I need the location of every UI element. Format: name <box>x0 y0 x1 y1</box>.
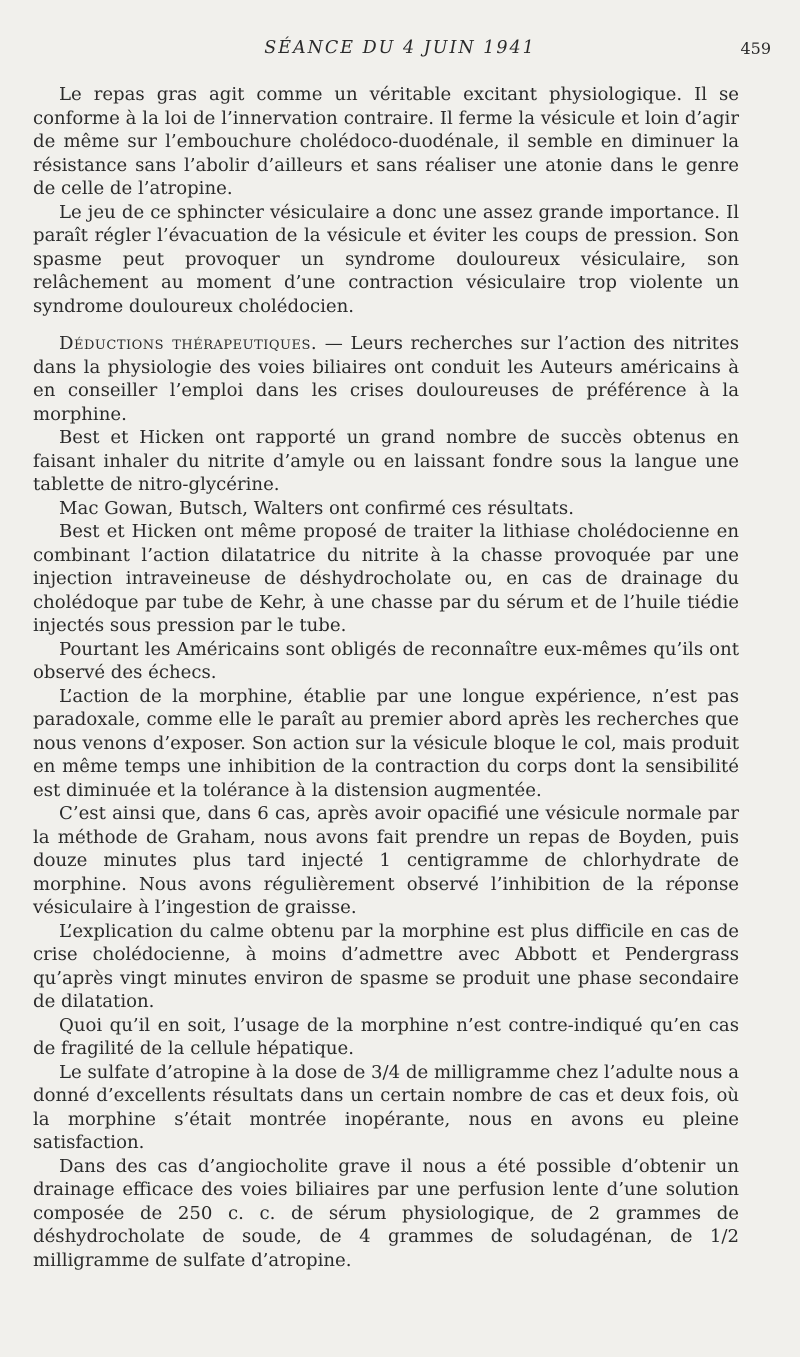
paragraph: Le repas gras agit comme un véritable excitant physiologique. Il se conforme à la loi de l’innervation contraire. Il ferme la vésicule et loin d’agir de même sur l’embouchure cholédoco-duodénale, il semble en diminuer la résistance sans l’abolir d’ailleurs et sans réaliser une atonie dans le genre de celle de l’atropine. <box>33 84 739 199</box>
paragraph: C’est ainsi que, dans 6 cas, après avoir opacifié une vésicule normale par la méthode de Graham, nous avons fait prendre un repas de Boyden, puis douze minutes plus tard injecté 1 centigramme de chlorhydrate de morphine. Nous avons régulièrement observé l’inhibition de la réponse vésiculaire à l’ingestion de graisse. <box>33 803 739 918</box>
paragraph: Best et Hicken ont rapporté un grand nombre de succès obtenus en faisant inhaler du nitrite d’amyle ou en laissant fondre sous la langue une tablette de nitro-glycérine. <box>33 427 739 495</box>
page-header <box>0 38 800 62</box>
paragraph: Le sulfate d’atropine à la dose de 3/4 de milligramme chez l’adulte nous a donné d’excellents résultats dans un certain nombre de cas et deux fois, où la morphine s’était montrée inopérante, nous en avons eu pleine satisfaction. <box>33 1061 739 1153</box>
paragraph: Mac Gowan, Butsch, Walters ont confirmé ces résultats. <box>59 497 574 519</box>
paragraph: Best et Hicken ont même proposé de traiter la lithiase cholédocienne en combinant l’action dilatatrice du nitrite à la chasse provoquée par une injection intraveineuse de déshydrocholate ou, en cas de drainage du cholédoque par tube de Kehr, à une chasse par du sérum et de l’huile tiédie injectés sous pression par le tube. <box>33 521 739 636</box>
body-text <box>33 83 739 1272</box>
paragraph: Quoi qu’il en soit, l’usage de la morphine n’est contre-indiqué qu’en cas de fragilité de la cellule hépatique. <box>33 1014 739 1059</box>
paragraph: Pourtant les Américains sont obligés de reconnaître eux-mêmes qu’ils ont observé des échecs. <box>33 638 739 683</box>
running-title: SÉANCE DU 4 JUIN 1941 <box>264 38 536 58</box>
paragraph: L’explication du calme obtenu par la morphine est plus difficile en cas de crise cholédocienne, à moins d’admettre avec Abbott et Pendergrass qu’après vingt minutes environ de spasme se produit une phase secondaire de dilatation. <box>33 920 739 1012</box>
paragraph: L’action de la morphine, établie par une longue expérience, n’est pas paradoxale, comme elle le paraît au premier abord après les recherches que nous venons d’exposer. Son action sur la vésicule bloque le col, mais produit en même temps une inhibition de la contraction du corps dont la sensibilité est diminuée et la tolérance à la distension augmentée. <box>33 685 739 801</box>
section-heading: Déductions thérapeutiques. <box>59 333 318 354</box>
paragraph: Le jeu de ce sphincter vésiculaire a donc une assez grande importance. Il paraît régler l’évacuation de la vésicule et éviter les coups de pression. Son spasme peut provoquer un syndrome douloureux vésiculaire, son relâchement au moment d’une contraction vésiculaire trop violente un syndrome douloureux cholédocien. <box>33 201 739 317</box>
section-lead: — Leurs recherches sur l’action des nitrites dans la physiologie des voies biliaires ont conduit les Auteurs américains à en conseiller l’emploi dans les crises douloureuses de préférence à la morphine. <box>33 333 739 425</box>
page-number: 459 <box>740 39 771 58</box>
section-paragraph <box>33 332 739 426</box>
paragraph: Dans des cas d’angiocholite grave il nous a été possible d’obtenir un drainage efficace des voies biliaires par une perfusion lente d’une solution composée de 250 c. c. de sérum physiologique, de 2 grammes de déshydrocholate de soude, de 4 grammes de soludagénan, de 1/2 milligramme de sulfate d’atropine. <box>33 1155 739 1271</box>
